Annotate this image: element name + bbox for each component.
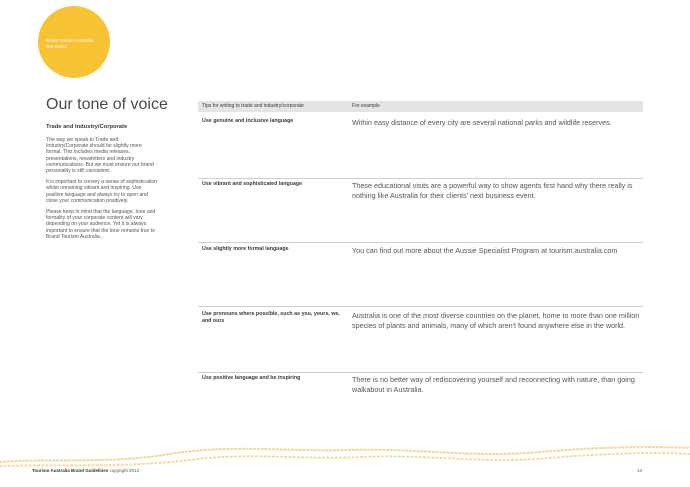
tip-label: Use positive language and be inspiring: [202, 375, 301, 381]
tip-example: You can find out more about the Aussie Specialist Program at tourism.australia.com: [352, 246, 618, 255]
section-subtitle: Trade and Industry/Corporate: [46, 124, 128, 130]
row-divider: [198, 306, 643, 307]
tip-example: Within easy distance of every city are several national parks and wildlife reserves.: [352, 118, 612, 127]
tip-example: Australia is one of the most diverse countries on the planet, home to more than one million species of plants and animals, many of which aren't found anywhere else in the world.: [352, 311, 640, 330]
footer-brand: [32, 468, 139, 473]
tip-label: Use vibrant and sophisticated language: [202, 181, 303, 187]
badge-label-section: Our Brand: [46, 44, 67, 49]
page-title: Our tone of voice: [46, 96, 168, 113]
tip-label: Use slightly more formal language: [202, 246, 289, 252]
tip-label: Use pronouns where possible, such as you, yours, we, and ours: [202, 311, 340, 324]
row-divider: [198, 372, 643, 373]
footer-brand-name: Tourism Australia Brand Guidelines: [32, 468, 109, 473]
tip-example: These educational visits are a powerful way to show agents first hand why there really is nothing like Australia for their clients' next business event.: [352, 181, 633, 200]
header-example: For example: [352, 103, 380, 109]
footer-copyright: copyright 2013: [109, 468, 140, 473]
row-divider: [198, 178, 643, 179]
dotted-wave-decoration: [0, 440, 690, 470]
tip-example: There is no better way of rediscovering yourself and reconnecting with nature, than going walkabout in Australia.: [352, 375, 635, 394]
badge-label-brand: Brand Tourism Australia: [46, 38, 94, 43]
intro-text: [46, 137, 158, 245]
row-divider: [198, 242, 643, 243]
page-number: 13: [636, 468, 642, 473]
intro-paragraph: Please keep in mind that the language, tone and formality of your corporate content will vary depending on your audience. Yet it is always important to ensure that the tone remains true to Brand Tourism Australia.: [46, 209, 156, 240]
intro-paragraph: The way we speak to Trade and Industry/Corporate should be slightly more formal. This includes media releases, presentations, newsletters and industry communications. But we must ensure our brand personality is still consistent.: [46, 137, 154, 175]
header-tips: Tips for writing to trade and industry/corporate: [202, 103, 304, 109]
table-header: [198, 101, 643, 112]
tip-label: Use genuine and inclusive language: [202, 118, 294, 124]
intro-paragraph: It is important to convey a sense of sophistication whilst remaining vibrant and inspiring. Use positive language and always try to open and close your communication positively.: [46, 179, 157, 204]
